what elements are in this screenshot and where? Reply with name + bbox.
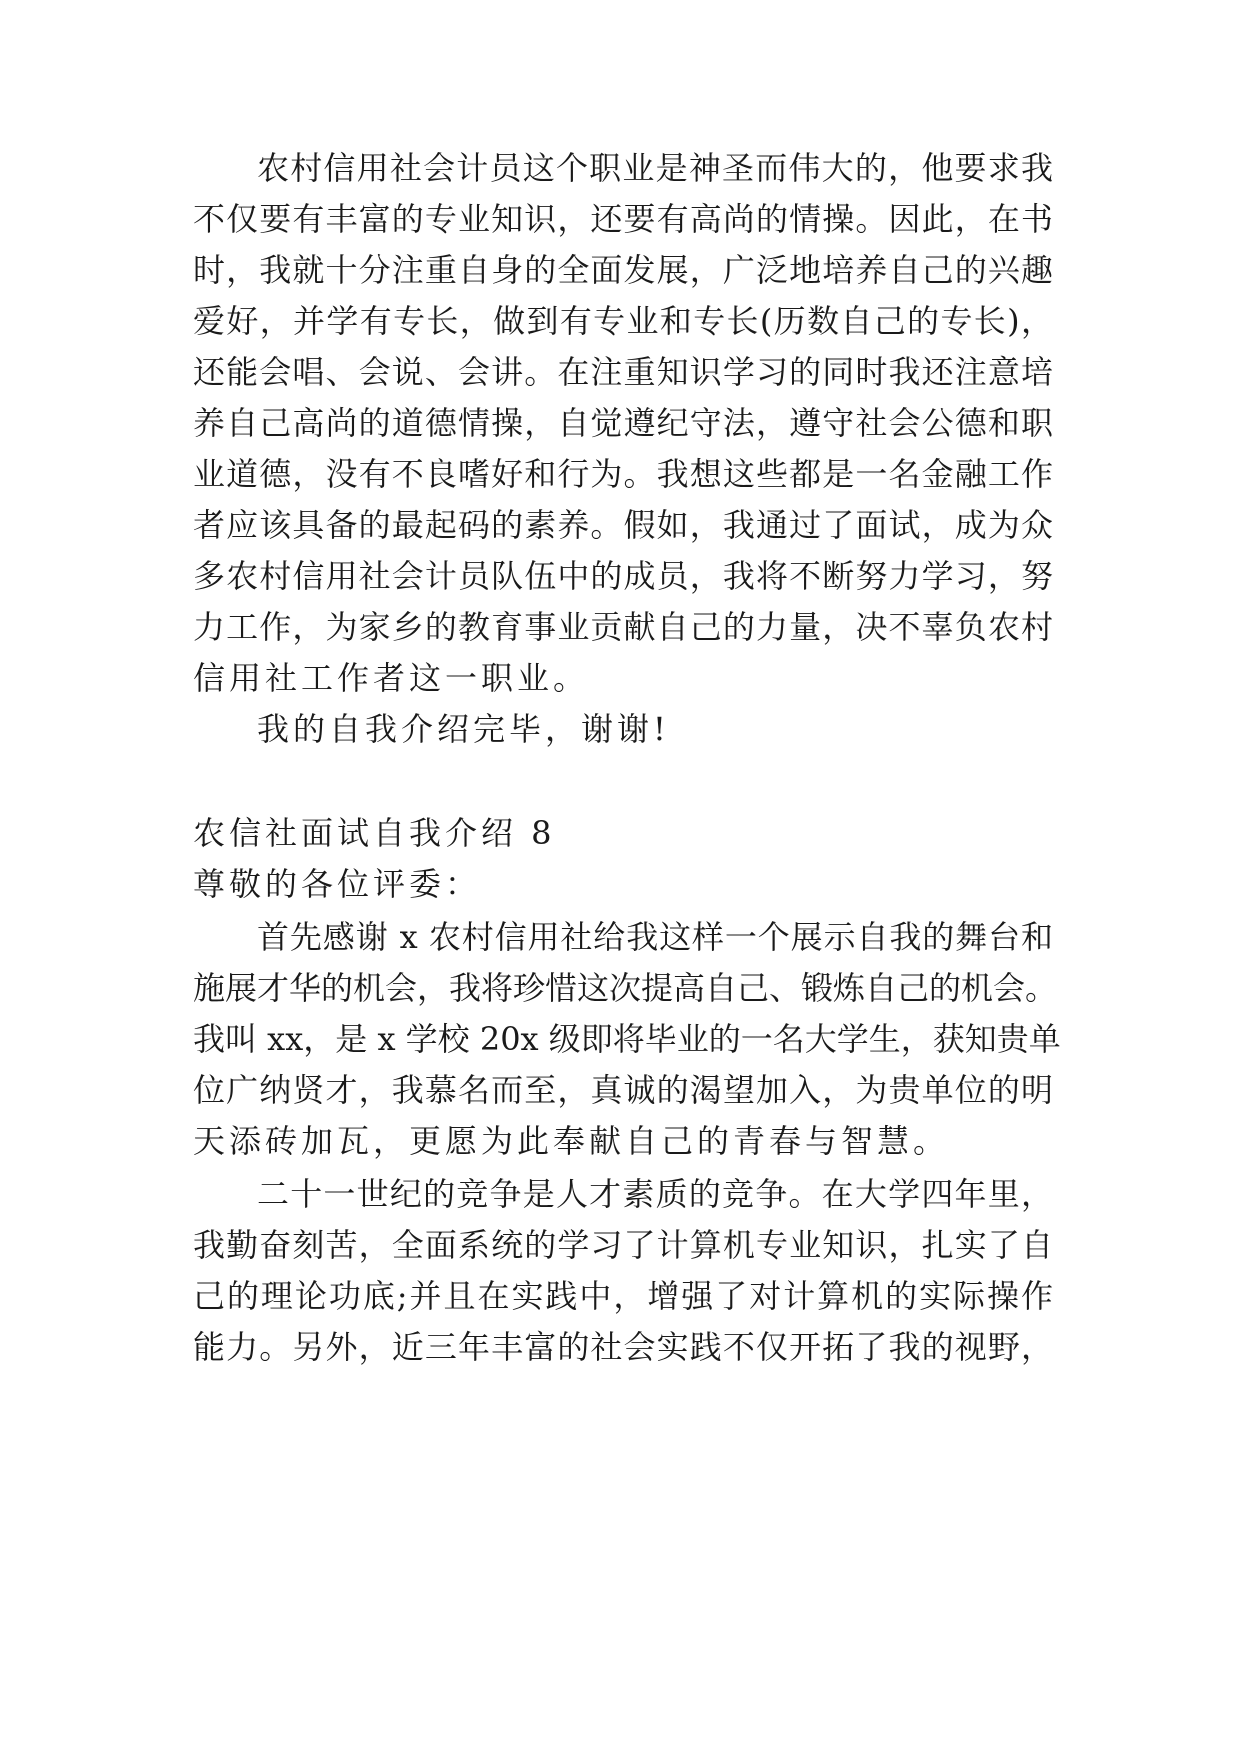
paragraph-2-line: 施展才华的机会，我将珍惜这次提高自己、锻炼自己的机会。 [193,969,1058,1007]
paragraph-1-line: 爱好，并学有专长，做到有专业和专长(历数自己的专长)， [193,302,1053,340]
paragraph-1-line: 农村信用社会计员这个职业是神圣而伟大的，他要求我 [257,149,1053,187]
paragraph-3-line: 能力。另外，近三年丰富的社会实践不仅开拓了我的视野， [193,1328,1053,1366]
paragraph-1-line: 业道德，没有不良嗜好和行为。我想这些都是一名金融工作 [193,455,1053,493]
paragraph-3-line: 我勤奋刻苦，全面系统的学习了计算机专业知识，扎实了自 [193,1226,1053,1264]
paragraph-1-line: 信用社工作者这一职业。 [193,659,590,697]
paragraph-1-line: 多农村信用社会计员队伍中的成员，我将不断努力学习，努 [193,557,1053,595]
paragraph-1-line: 养自己高尚的道德情操，自觉遵纪守法，遵守社会公德和职 [193,404,1053,442]
paragraph-2-line: 首先感谢 x 农村信用社给我这样一个展示自我的舞台和 [257,918,1053,956]
paragraph-2-line: 位广纳贤才，我慕名而至，真诚的渴望加入，为贵单位的明 [193,1071,1053,1109]
paragraph-2-line: 天添砖加瓦，更愿为此奉献自己的青春与智慧。 [193,1122,950,1160]
paragraph-3-line: 二十一世纪的竞争是人才素质的竞争。在大学四年里， [257,1175,1053,1213]
paragraph-1-line: 不仅要有丰富的专业知识，还要有高尚的情操。因此，在书 [193,200,1053,238]
paragraph-1-line: 时，我就十分注重自身的全面发展，广泛地培养自己的兴趣 [193,251,1053,289]
paragraph-1-line: 还能会唱、会说、会讲。在注重知识学习的同时我还注意培 [193,353,1053,391]
paragraph-3-line: 己的理论功底;并且在实践中，增强了对计算机的实际操作 [193,1277,1053,1315]
paragraph-2-line: 我叫 xx，是 x 学校 20x 级即将毕业的一名大学生，获知贵单 [193,1020,1061,1058]
closing-line: 我的自我介绍完毕，谢谢! [257,710,670,748]
paragraph-1-line: 者应该具备的最起码的素养。假如，我通过了面试，成为众 [193,506,1053,544]
section-title: 农信社面试自我介绍 8 [193,814,556,852]
paragraph-1-line: 力工作，为家乡的教育事业贡献自己的力量，决不辜负农村 [193,608,1053,646]
salutation: 尊敬的各位评委： [193,865,482,903]
